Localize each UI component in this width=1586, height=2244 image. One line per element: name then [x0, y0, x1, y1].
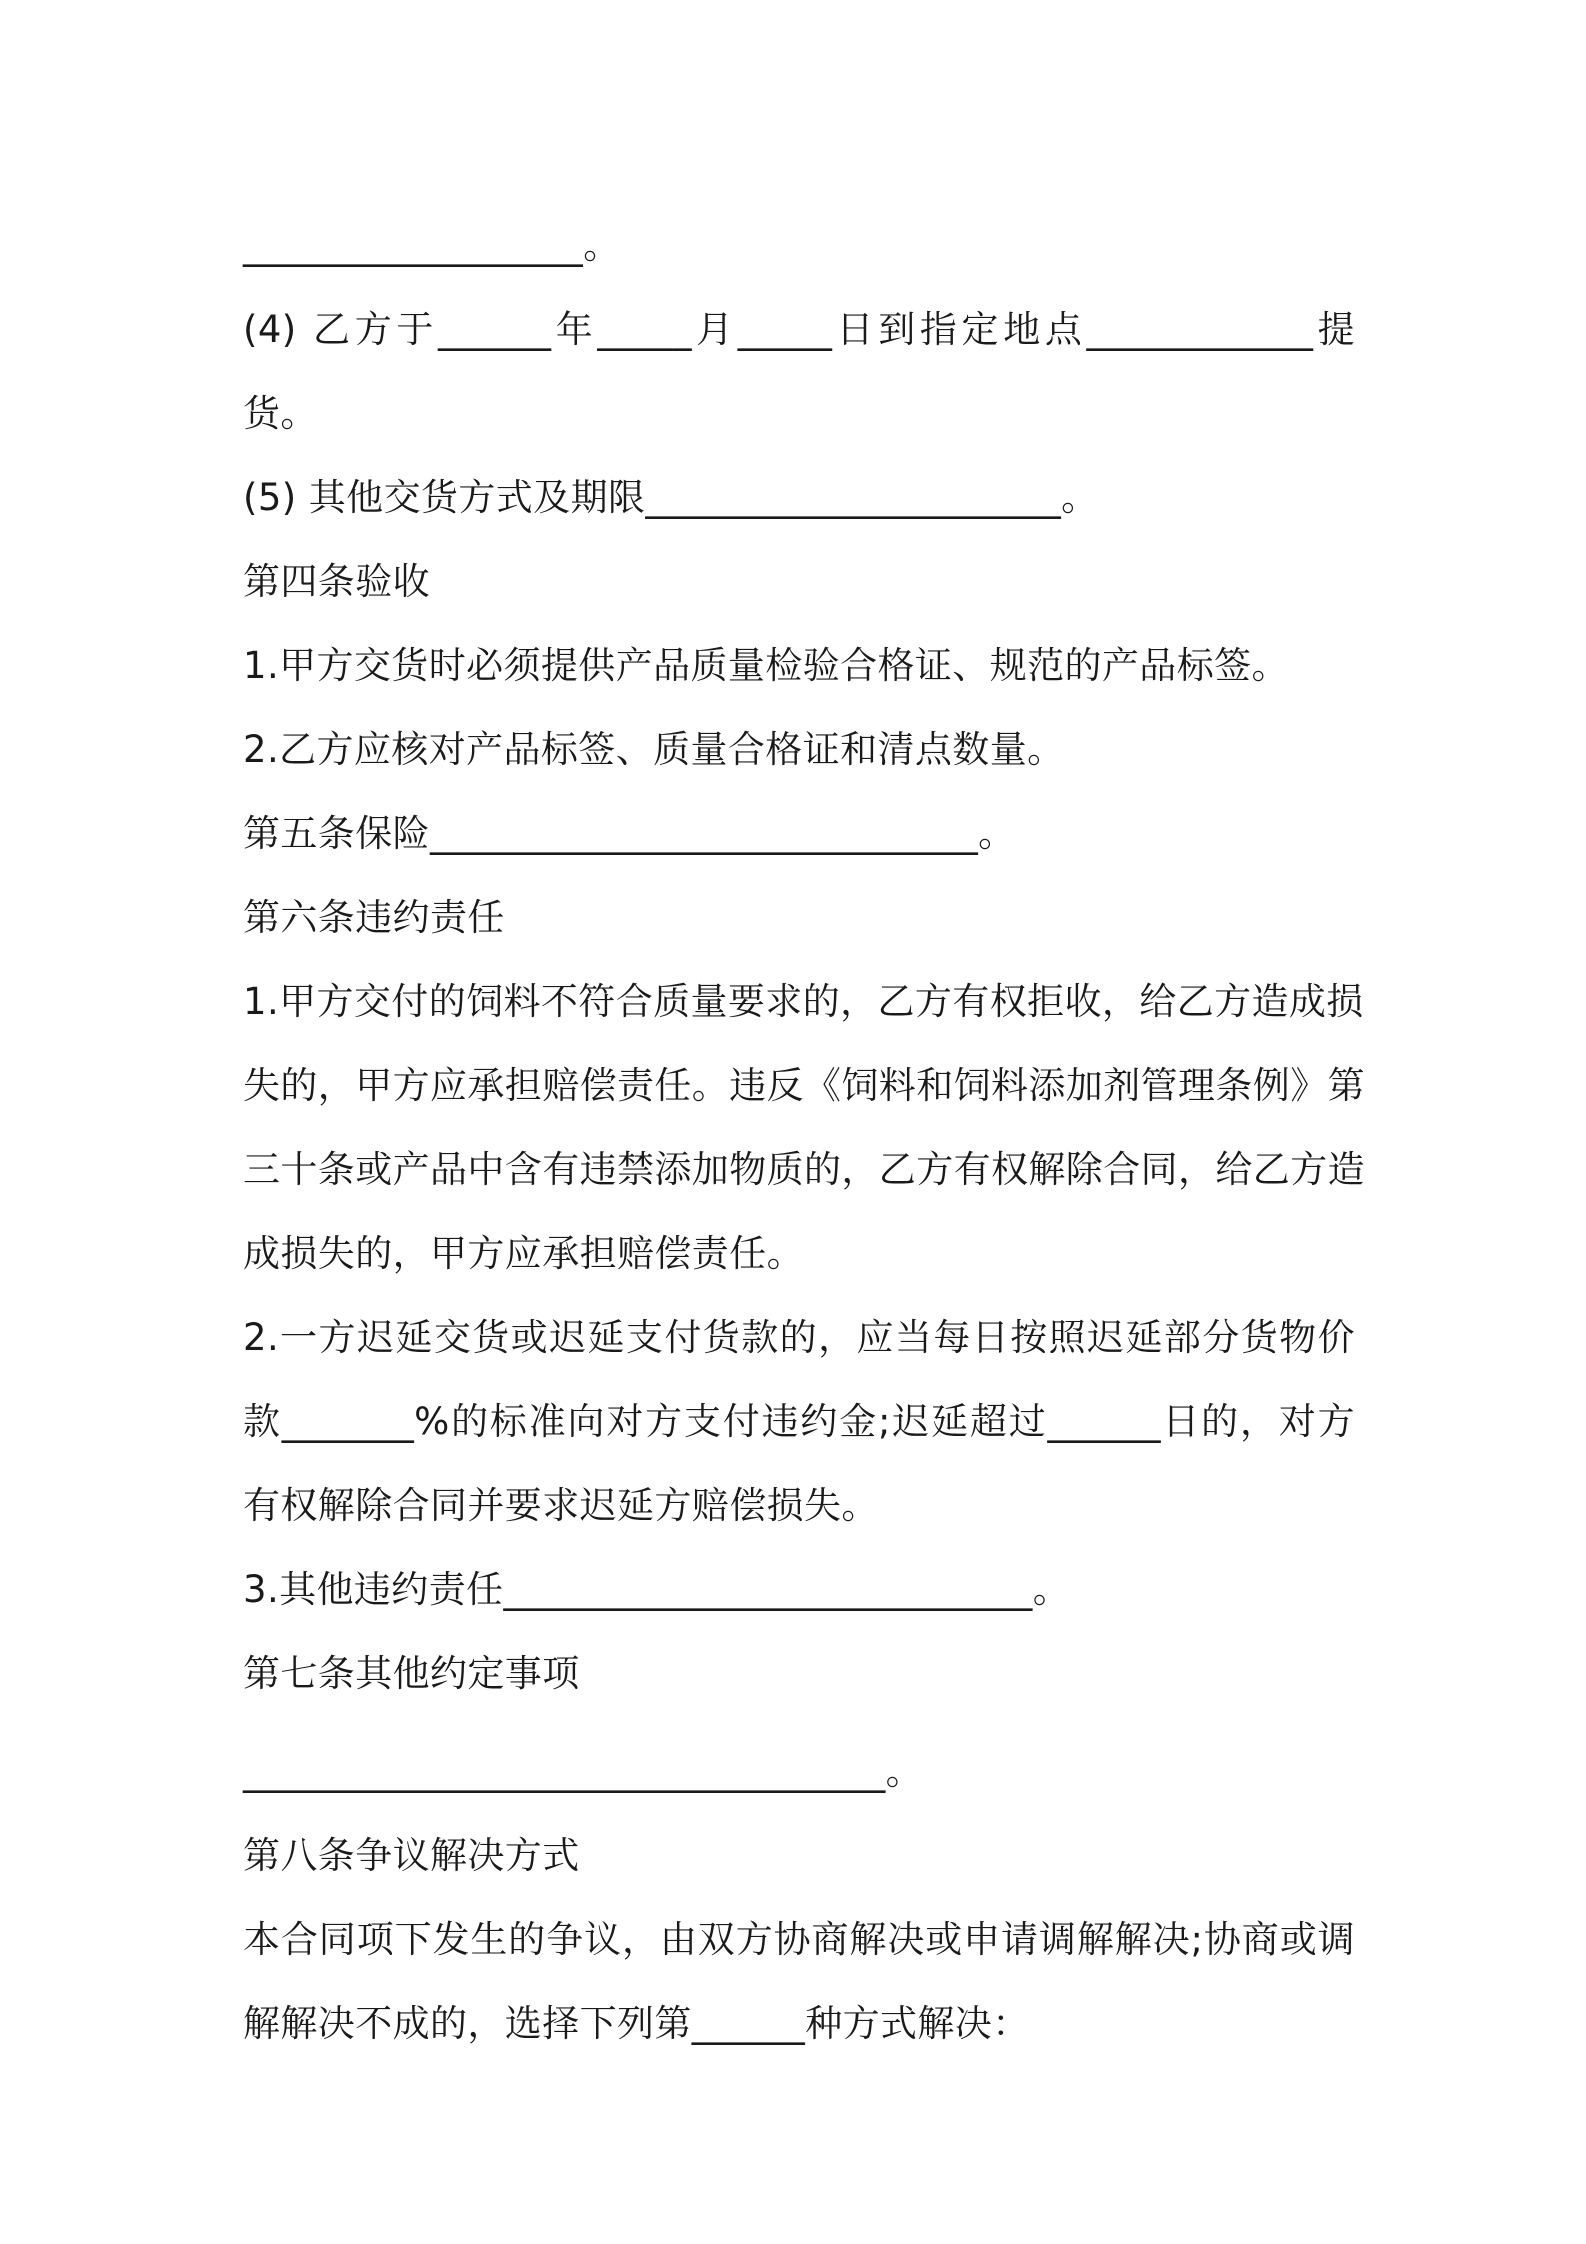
- article-6-item-1-line-3: 三十条或产品中含有违禁添加物质的，乙方有权解除合同，给乙方造: [243, 1148, 1365, 1191]
- spacer: [243, 1716, 1355, 1730]
- delivery-item-4: (4) 乙方于______年_____月_____日到指定地点____________提: [243, 308, 1355, 351]
- article-6-item-1-line-2: 失的，甲方应承担赔偿责任。违反《饲料和饲料添加剂管理条例》第: [243, 1064, 1365, 1107]
- article-7-blank: __________________________________。: [243, 1750, 923, 1793]
- article-8-text-line-2: 解解决不成的，选择下列第______种方式解决：: [243, 2002, 1030, 2045]
- article-6-item-3: 3.其他违约责任____________________________。: [243, 1568, 1071, 1611]
- blank-line-continuation: __________________。: [243, 224, 621, 267]
- article-6-item-2-line-2: 款_______%的标准向对方支付违约金;迟延超过______日的，对方: [243, 1400, 1355, 1443]
- article-6-item-2-line-3: 有权解除合同并要求迟延方赔偿损失。: [243, 1484, 879, 1527]
- article-8-heading: 第八条争议解决方式: [243, 1834, 580, 1877]
- article-8-text-line-1: 本合同项下发生的争议，由双方协商解决或申请调解解决;协商或调: [243, 1918, 1355, 1961]
- article-6-item-2-line-1: 2.一方迟延交货或迟延支付货款的，应当每日按照迟延部分货物价: [243, 1316, 1355, 1359]
- article-6-heading: 第六条违约责任: [243, 896, 505, 939]
- article-7-heading: 第七条其他约定事项: [243, 1652, 580, 1695]
- article-4-heading: 第四条验收: [243, 560, 430, 603]
- article-5-heading: 第五条保险_____________________________。: [243, 812, 1016, 855]
- article-4-item-1: 1.甲方交货时必须提供产品质量检验合格证、规范的产品标签。: [243, 644, 1289, 687]
- delivery-item-5: (5) 其他交货方式及期限______________________。: [243, 476, 1099, 519]
- document-body: [243, 204, 1365, 2066]
- delivery-item-4-cont: 货。: [243, 392, 318, 435]
- article-6-item-1-line-1: 1.甲方交付的饲料不符合质量要求的，乙方有权拒收，给乙方造成损: [243, 980, 1364, 1023]
- article-4-item-2: 2.乙方应核对产品标签、质量合格证和清点数量。: [243, 728, 1065, 771]
- article-6-item-1-line-4: 成损失的，甲方应承担赔偿责任。: [243, 1232, 804, 1275]
